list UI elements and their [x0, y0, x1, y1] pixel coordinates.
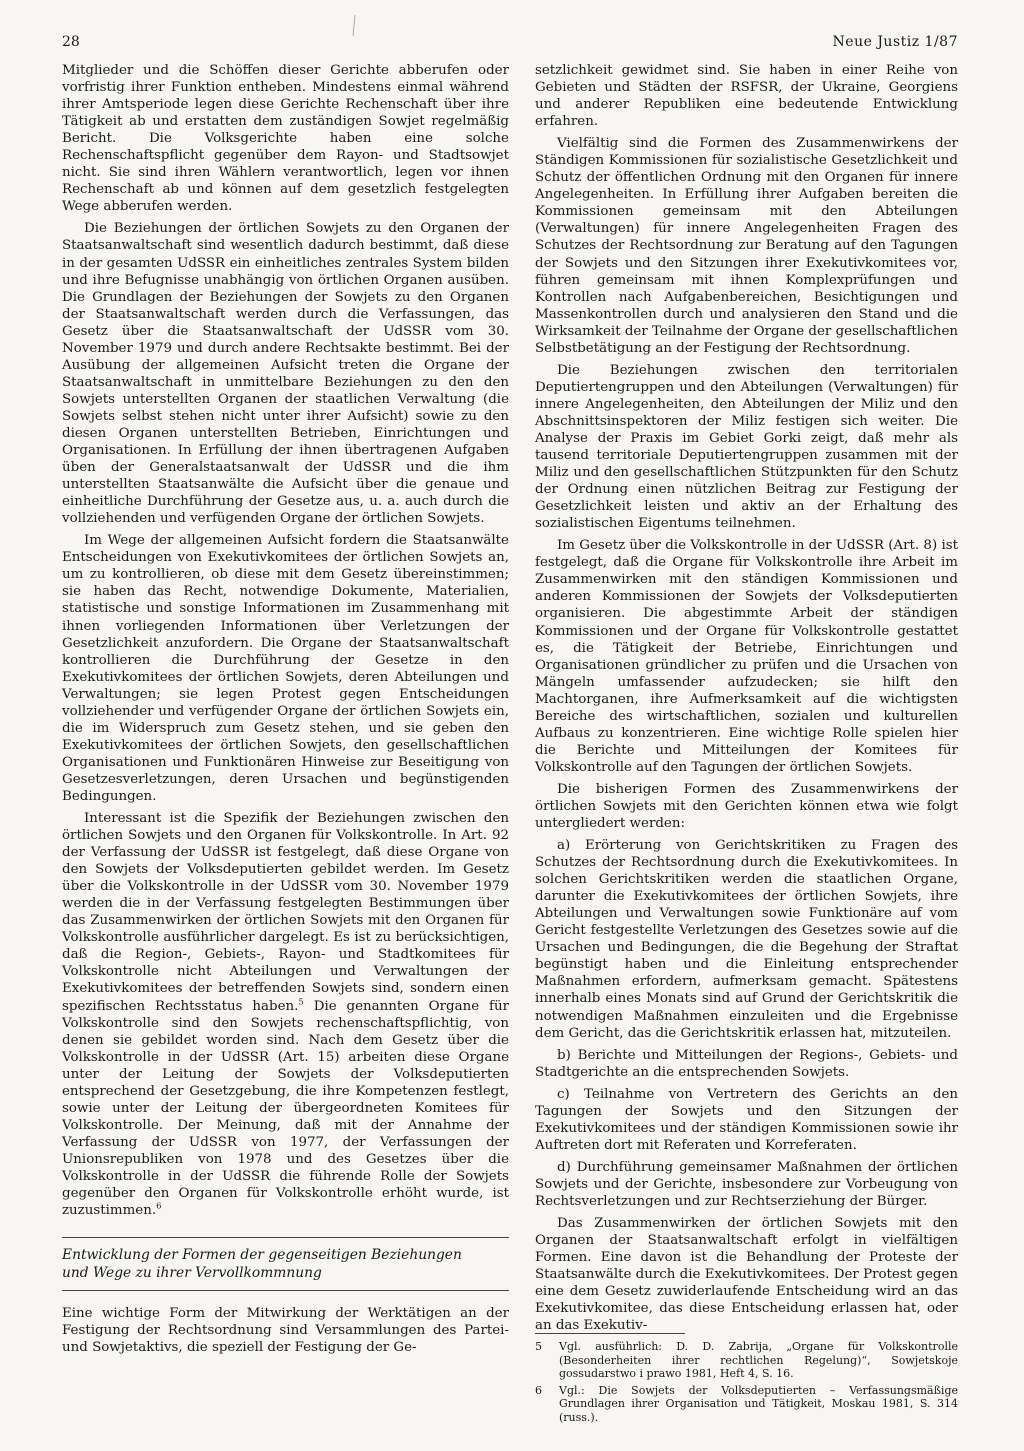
footnote-rule — [535, 1333, 685, 1334]
list-item: d) Durchführung gemeinsamer Maßnahmen der örtlichen Sowjets und der Gerichte, insbesondere zur Vorbeugung von Rechtsverletzungen und zur Rechtserziehung der Bürger. — [535, 1159, 958, 1209]
right-column — [535, 62, 958, 1339]
footnote-ref: 6 — [156, 1201, 162, 1212]
footnotes — [535, 1333, 958, 1428]
paragraph: Die bisherigen Formen des Zusammenwirkens der örtlichen Sowjets mit den Gerichten können etwa wie folgt untergliedert werden: — [535, 781, 958, 832]
page-number: 28 — [62, 34, 80, 50]
section-heading — [62, 1237, 509, 1291]
paragraph: Eine wichtige Form der Mitwirkung der Werktätigen an der Festigung der Rechtsordnung sind Versammlungen des Partei- und Sowjetaktivs, die speziell der Festigung der Ge- — [62, 1306, 509, 1356]
paragraph — [62, 810, 509, 1219]
footnote — [535, 1340, 958, 1381]
footnote-number: 6 — [535, 1383, 542, 1397]
page-header — [62, 34, 958, 56]
footnote-ref: 5 — [298, 997, 304, 1008]
paragraph: setzlichkeit gewidmet sind. Sie haben in einer Reihe von Gebieten und Städten der RSFSR, der Ukraine, Georgiens und anderer Republiken eine bedeutende Entwicklung erfahren. — [535, 63, 958, 130]
section-heading-line: Entwicklung der Formen der gegenseitigen Beziehungen — [62, 1247, 462, 1264]
journal-issue: Neue Justiz 1/87 — [832, 34, 958, 50]
footnote-text: Vgl.: Die Sowjets der Volksdeputierten – Verfassungsmäßige Grundlagen ihrer Organisation und Tätigkeit, Moskau 1981, S. 314 (russ.). — [559, 1383, 958, 1424]
section-heading-line: und Wege zu ihrer Vervollkommnung — [62, 1265, 322, 1282]
paragraph: Im Wege der allgemeinen Aufsicht fordern die Staatsanwälte Entscheidungen von Exekutivkomitees der örtlichen Sowjets an, um zu kontrollieren, ob diese mit dem Gesetz übereinstimmen; sie haben das Recht, notwendige Dokumente, Materialien, statistische und sonstige Informationen im Zusammenhang mit ihnen vorliegenden Informationen über Verletzungen der Gesetzlichkeit anzufordern. Die Organe der Staatsanwaltschaft kontrollieren die Durchführung der Gesetze in den Exekutivkomitees der örtlichen Sowjets, deren Abteilungen und Verwaltungen; sie legen Protest gegen Entscheidungen vollziehender und verfügender Organe der örtlichen Sowjets ein, die im Widerspruch zum Gesetz stehen, und sie geben den Exekutivkomitees der örtlichen Sowjets, den gesellschaftlichen Organisationen und Funktionären Hinweise zur Beseitigung von Gesetzesverletzungen, deren Ursachen und begünstigenden Bedingungen. — [62, 533, 509, 804]
paragraph: Das Zusammenwirken der örtlichen Sowjets mit den Organen der Staatsanwaltschaft erfolgt in vielfältigen Formen. Eine davon ist die Behandlung der Proteste der Staatsanwälte durch die Exekutivkomitees. Der Protest gegen eine dem Gesetz zuwiderlaufende Entscheidung wird an das Exekutivkomitee, das diese Entscheidung erlassen hat, oder an das Exekutiv- — [535, 1216, 958, 1334]
paragraph: Vielfältig sind die Formen des Zusammenwirkens der Ständigen Kommissionen für sozialistische Gesetzlichkeit und Schutz der öffentlichen Ordnung mit den Organen für innere Angelegenheiten. In Erfüllung ihrer Aufgaben bereiten die Kommissionen gemeinsam mit den Abteilungen (Verwaltungen) für innere Angelegenheiten Fragen des Schutzes der Rechtsordnung zur Beratung auf den Tagungen der Sowjets und den Sitzungen ihrer Exekutivkomitees vor, führen gemeinsam mit ihnen Komplexprüfungen und Kontrollen nach Aufgabenbereichen, Besichtigungen und Massenkontrollen durch und analysieren den Stand und die Wirksamkeit der Teilnahme der Organe der gesellschaftlichen Selbstbetätigung an der Festigung der Rechtsordnung. — [535, 136, 958, 356]
paragraph: Mitglieder und die Schöffen dieser Gerichte abberufen oder vorfristig ihrer Funktion entheben. Mindestens einmal während ihrer Amtsperiode legen diese Gerichte Rechenschaft über ihre Tätigkeit ab und erstatten dem zuständigen Sowjet regelmäßig Bericht. Die Volksgerichte haben eine solche Rechenschaftspflicht gegenüber dem Rayon- und Stadtsowjet nicht. Sie sind ihren Wählern verantwortlich, legen vor ihnen Rechenschaft ab und können auf dem gesetzlich festgelegten Wege abberufen werden. — [62, 63, 509, 215]
footnote-text: Vgl. ausführlich: D. D. Zabrija, „Organe für Volkskontrolle (Besonderheiten ihrer rechtlichen Regelung)“, Sowjetskoje gossudarstwo i prawo 1981, Heft 4, S. 16. — [559, 1340, 958, 1381]
left-column — [62, 62, 509, 1361]
footnote — [535, 1384, 958, 1425]
list-item: c) Teilnahme von Vertretern des Gerichts an den Tagungen der Sowjets und den Sitzungen der Exekutivkomitees und der ständigen Kommissionen sowie ihr Auftreten dort mit Referaten und Korreferaten. — [535, 1086, 958, 1153]
footnote-number: 5 — [535, 1340, 542, 1353]
list-item: a) Erörterung von Gerichtskritiken zu Fragen des Schutzes der Rechtsordnung durch die Exekutivkomitees. In solchen Gerichtskritiken werden die staatlichen Organe, darunter die Exekutivkomitees der örtlichen Sowjets, ihre Abteilungen und Verwaltungen sowie Funktionäre auf vom Gericht festgestellte Verletzungen des Gesetzes sowie auf die Ursachen und Bedingungen, die die Begehung der Straftat begünstigt haben und die Einleitung entsprechender Maßnahmen erfordern, aufmerksam gemacht. Spätestens innerhalb eines Monats sind auf Grund der Gerichtskritik die notwendigen Maßnahmen einzuleiten und die Ergebnisse dem Gericht, das die Gerichtskritik erlassen hat, mitzuteilen. — [535, 838, 958, 1041]
paragraph: Die Beziehungen der örtlichen Sowjets zu den Organen der Staatsanwaltschaft sind wesentlich dadurch bestimmt, daß diese in der gesamten UdSSR ein einheitliches zentrales System bilden und ihre Befugnisse unabhängig von örtlichen Organen ausüben. Die Grundlagen der Beziehungen der Sowjets zu den Organen der Staatsanwaltschaft werden durch die Verfassungen, das Gesetz über die Staatsanwaltschaft der UdSSR vom 30. November 1979 und durch andere Rechtsakte bestimmt. Bei der Ausübung der allgemeinen Aufsicht treten die Organe der Staatsanwaltschaft in unmittelbare Beziehungen zu den den Sowjets unterstellten Organen der staatlichen Verwaltung (die Sowjets selbst stehen nicht unter ihrer Aufsicht) sowie zu den diesen Organen unterstellten Betrieben, Einrichtungen und Organisationen. In Erfüllung der ihnen übertragenen Aufgaben üben der Generalstaatsanwalt der UdSSR und die ihm unterstellten Staatsanwälte die Aufsicht über die genaue und einheitliche Durchführung der Gesetze aus, u. a. auch durch die vollziehenden und verfügenden Organe der örtlichen Sowjets. — [62, 221, 509, 527]
paragraph: Die Beziehungen zwischen den territorialen Deputiertengruppen und den Abteilungen (Verwaltungen) für innere Angelegenheiten, den Abteilungen der Miliz und den Abschnittsinspektoren der Miliz festigen sich weiter. Die Analyse der Praxis im Gebiet Gorki zeigt, daß mehr als tausend territoriale Deputiertengruppen zusammen mit der Miliz und den gesellschaftlichen Stützpunkten für den Schutz der Ordnung einen nützlichen Beitrag zur Festigung der Gesetzlichkeit leisten und aktiv an der Erhaltung des sozialistischen Eigentums teilnehmen. — [535, 362, 958, 532]
list-item: b) Berichte und Mitteilungen der Regions-, Gebiets- und Stadtgerichte an die entsprechenden Sowjets. — [535, 1047, 958, 1080]
paragraph-text: Interessant ist die Spezifik der Beziehungen zwischen den örtlichen Sowjets und den Organen für Volkskontrolle. In Art. 92 der Verfassung der UdSSR ist festgelegt, daß diese Organe von den Sowjets der Volksdeputierten gebildet werden. Im Gesetz über die Volkskontrolle in der UdSSR vom 30. November 1979 werden die in der Verfassung festgelegten Bestimmungen über das Zusammenwirken der örtlichen Sowjets mit den Organen für Volkskontrolle ausführlicher dargelegt. Es ist zu berücksichtigen, daß die Region-, Gebiets-, Rayon- und Stadtkomitees für Volkskontrolle nicht Abteilungen und Verwaltungen der Exekutivkomitees der betreffenden Sowjets sind, sondern einen spezifischen Rechtsstatus haben. — [62, 811, 509, 1014]
paragraph: Im Gesetz über die Volkskontrolle in der UdSSR (Art. 8) ist festgelegt, daß die Organe für Volkskontrolle ihre Arbeit im Zusammenwirken mit den ständigen Kommissionen und anderen Kommissionen der Sowjets der Volksdeputierten organisieren. Die abgestimmte Arbeit der ständigen Kommissionen und der Organe für Volkskontrolle gestattet es, die Tätigkeit der Betriebe, Einrichtungen und Organisationen gründlicher zu prüfen und die Ursachen von Mängeln umfassender aufzudecken; sie hilft den Machtorganen, ihre Aufmerksamkeit auf die wichtigsten Bereiche des wirtschaftlichen, sozialen und kulturellen Aufbaus zu konzentrieren. Eine wichtige Rolle spielen hier die Berichte und Mitteilungen der Komitees für Volkskontrolle auf den Tagungen der örtlichen Sowjets. — [535, 538, 958, 775]
paragraph-text: Die genannten Organe für Volkskontrolle sind den Sowjets rechenschaftspflichtig, von denen sie gebildet worden sind. Nach dem Gesetz über die Volkskontrolle in der UdSSR (Art. 15) arbeiten diese Organe unter der Leitung der Sowjets der Volksdeputierten entsprechend der Gesetzgebung, die ihre Kompetenzen festlegt, sowie unter der Leitung der übergeordneten Komitees für Volkskontrolle. Der Meinung, daß mit der Annahme der Verfassung der UdSSR von 1977, der Verfassungen der Unionsrepubliken von 1978 und des Gesetzes über die Volkskontrolle in der UdSSR die führende Rolle der Sowjets gegenüber den Organen für Volkskontrolle erhöht wurde, ist zuzustimmen. — [62, 998, 509, 1219]
